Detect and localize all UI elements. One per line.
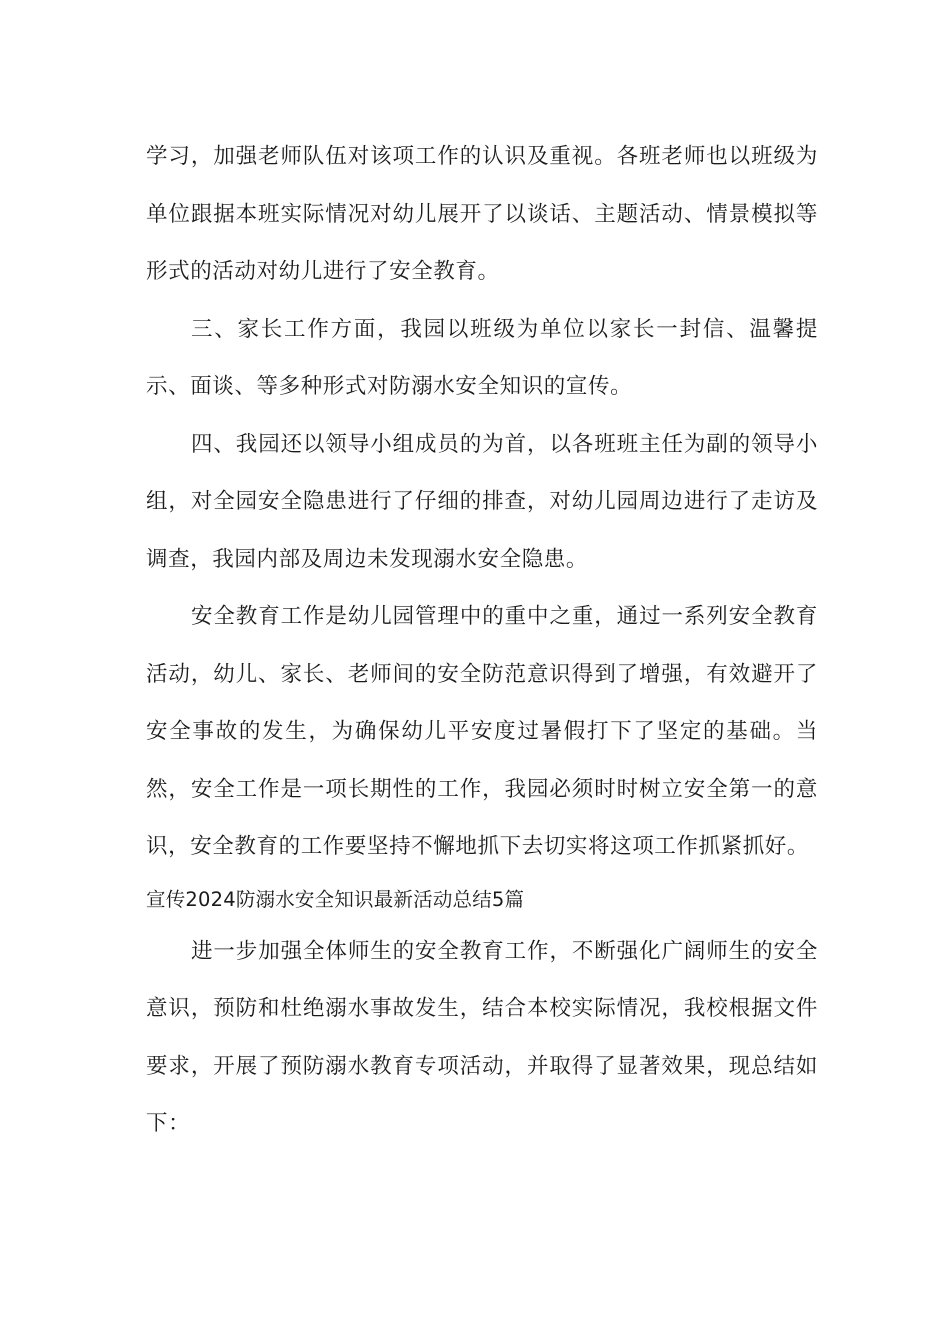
paragraph-study-safety-education: 学习，加强老师队伍对该项工作的认识及重视。各班老师也以班级为单位跟据本班实际情况对幼儿展开了以谈话、主题活动、情景模拟等形式的活动对幼儿进行了安全教育。 — [146, 144, 818, 284]
section-heading: 宣传2024防溺水安全知识最新活动总结5篇 — [146, 887, 525, 911]
paragraph-school-summary-intro: 进一步加强全体师生的安全教育工作，不断强化广阔师生的安全意识，预防和杜绝溺水事故发生，结合本校实际情况，我校根据文件要求，开展了预防溺水教育专项活动，并取得了显著效果，现总结如下： — [146, 938, 818, 1136]
paragraph-conclusion: 安全教育工作是幼儿园管理中的重中之重，通过一系列安全教育活动，幼儿、家长、老师间的安全防范意识得到了增强，有效避开了安全事故的发生，为确保幼儿平安度过暑假打下了坚定的基础。当然，安全工作是一项长期性的工作，我园必须时时树立安全第一的意识，安全教育的工作要坚持不懈地抓下去切实将这项工作抓紧抓好。 — [146, 604, 818, 859]
paragraph-parent-work: 三、家长工作方面，我园以班级为单位以家长一封信、温馨提示、面谈、等多种形式对防溺水安全知识的宣传。 — [146, 316, 818, 399]
document-body — [146, 128, 818, 1153]
paragraph-hazard-inspection: 四、我园还以领导小组成员的为首，以各班班主任为副的领导小组，对全园安全隐患进行了仔细的排查，对幼儿园周边进行了走访及调查，我园内部及周边未发现溺水安全隐患。 — [146, 431, 818, 572]
